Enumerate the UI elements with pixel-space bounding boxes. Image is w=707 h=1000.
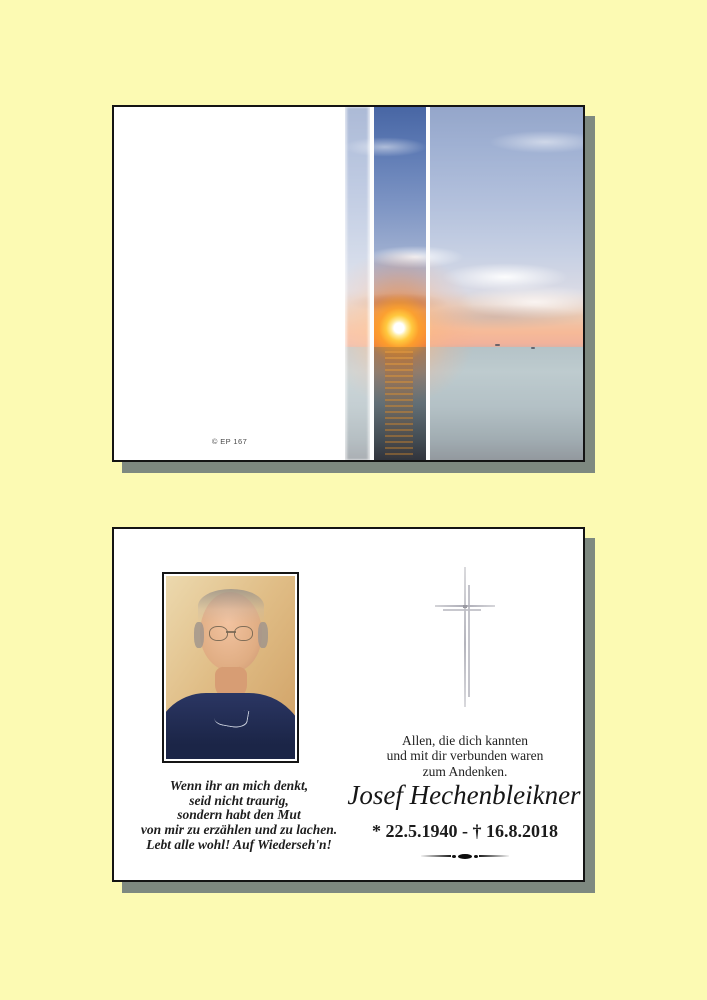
dedication-line: und mit dir verbunden waren	[386, 748, 544, 764]
cross-line	[463, 605, 467, 608]
poem-line: Wenn ihr an mich denkt,	[169, 778, 309, 793]
cross-line	[443, 609, 481, 611]
vivid-stripe-sea-shading	[374, 347, 426, 460]
portrait-photo	[166, 576, 295, 759]
cross-icon	[435, 567, 495, 707]
cross-line	[464, 567, 466, 707]
poem-line: Lebt alle wohl! Auf Wiederseh'n!	[146, 836, 332, 852]
poem-line: von mir zu erzählen und zu lachen.	[140, 822, 338, 838]
divider-line	[421, 855, 451, 857]
dedication-line: Allen, die dich kannten	[402, 733, 528, 748]
pale-stripe-overlay	[345, 107, 370, 460]
dedication-text	[354, 733, 576, 779]
glasses-icon	[209, 626, 228, 641]
portrait-hair	[258, 622, 268, 648]
portrait-photo-frame	[162, 572, 299, 763]
divider-line	[479, 855, 509, 857]
farewell-poem	[114, 779, 364, 853]
deceased-name: Josef Hechenbleikner	[347, 780, 581, 810]
copyright-label: © EP 167	[211, 437, 248, 446]
poem-line: seid nicht traurig,	[189, 792, 289, 808]
divider-center-leaf	[458, 854, 472, 859]
stripe-divider-line	[370, 107, 374, 460]
cross-line	[468, 585, 470, 697]
portrait-hair	[198, 589, 264, 623]
glasses-icon	[234, 626, 253, 641]
glasses-icon	[226, 631, 236, 633]
portrait-hair	[194, 622, 204, 648]
memorial-card-outside	[112, 105, 585, 462]
dedication-line: zum Andenken.	[422, 763, 508, 779]
boat-speck	[495, 344, 500, 346]
poem-line: sondern habt den Mut	[177, 807, 301, 823]
main-panel-overlay	[430, 107, 583, 460]
deceased-dates: * 22.5.1940 - † 16.8.2018	[372, 821, 558, 841]
boat-speck	[531, 347, 535, 349]
sunset-sea-photo	[345, 107, 583, 460]
memorial-text-column	[347, 529, 581, 880]
memorial-card-inside	[112, 527, 585, 882]
divider-dot	[474, 855, 478, 858]
ornamental-divider	[421, 852, 509, 860]
divider-dot	[452, 855, 456, 858]
